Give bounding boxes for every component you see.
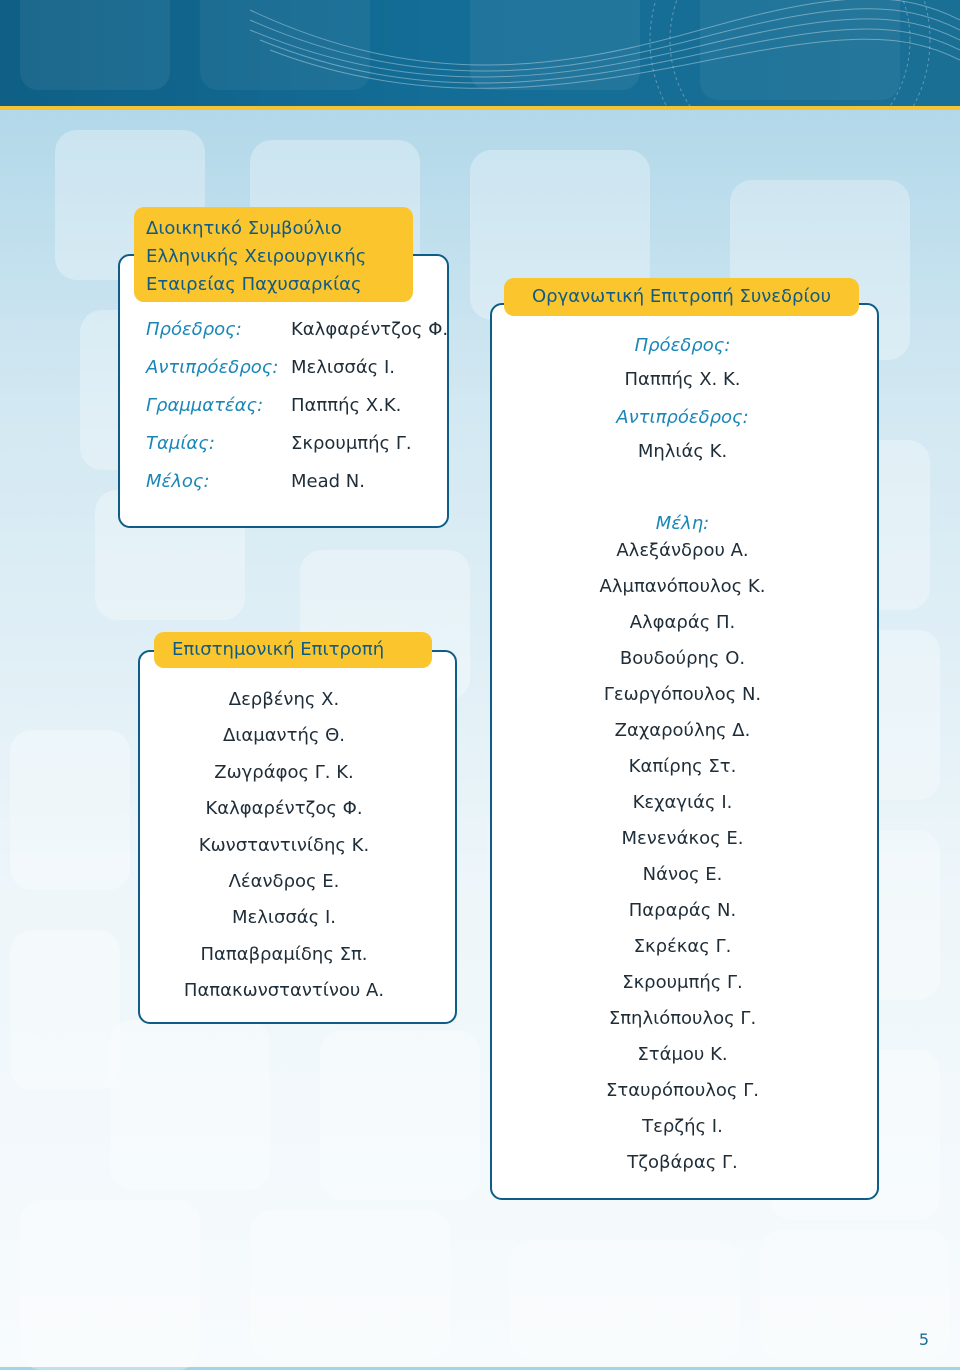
scientific-title: Επιστημονική Επιτροπή	[154, 632, 432, 668]
board-title-line1: Διοικητικό Συμβούλιο	[146, 218, 342, 239]
board-name-president: Καλφαρέντζος Φ.	[291, 319, 449, 340]
list-item: Παραράς Ν.	[628, 900, 737, 921]
board-name-treasurer: Σκρουμπής Γ.	[291, 433, 412, 454]
list-item: Βουδούρης Ο.	[619, 648, 746, 669]
list-item: Δερβένης Χ.	[228, 689, 340, 710]
list-item: Μελισσάς Ι.	[231, 907, 336, 929]
scientific-member-list	[138, 690, 430, 1018]
list-item: Καπίρης Στ.	[628, 756, 737, 777]
list-item: Αλεξάνδρου Α.	[616, 540, 749, 561]
list-item: Στάμου Κ.	[637, 1044, 728, 1065]
list-item: Τερζής Ι.	[642, 1116, 723, 1137]
board-name-vice: Μελισσάς Ι.	[291, 357, 396, 378]
list-item: Σπηλιόπουλος Γ.	[608, 1008, 757, 1029]
board-name-member: Mead N.	[291, 471, 365, 492]
list-item: Σκρουμπής Γ.	[622, 972, 743, 993]
list-item: Νάνος Ε.	[642, 864, 723, 885]
board-role-president: Πρόεδρος:	[146, 319, 242, 340]
page-number: 5	[918, 1330, 930, 1349]
header-band	[0, 0, 960, 106]
list-item: Ζωγράφος Γ. Κ.	[214, 761, 354, 783]
organizing-vice-label: Αντιπρόεδρος:	[616, 407, 749, 428]
list-item: Τζοβάρας Γ.	[627, 1152, 738, 1173]
board-role-member: Μέλος:	[146, 471, 210, 492]
list-item: Γεωργόπουλος Ν.	[603, 684, 762, 705]
list-item: Σκρέκας Γ.	[633, 936, 732, 957]
board-title-line3: Εταιρείας Παχυσαρκίας	[146, 274, 362, 295]
organizing-title: Οργανωτική Επιτροπή Συνεδρίου	[504, 278, 859, 316]
board-title-line2: Ελληνικής Χειρουργικής	[146, 246, 367, 267]
board-role-vice: Αντιπρόεδρος:	[146, 357, 279, 378]
board-title	[134, 207, 413, 302]
list-item: Παπαβραμίδης Σπ.	[200, 943, 368, 965]
list-item: Κωνσταντινίδης Κ.	[198, 834, 370, 856]
board-name-secretary: Παππής Χ.Κ.	[291, 395, 402, 416]
list-item: Καλφαρέντζος Φ.	[205, 798, 363, 820]
list-item: Σταυρόπουλος Γ.	[606, 1080, 759, 1101]
list-item: Μενενάκος Ε.	[621, 828, 744, 849]
organizing-members-label: Μέλη:	[655, 513, 710, 534]
list-item: Κεχαγιάς Ι.	[632, 792, 733, 813]
list-item: Λέανδρος Ε.	[228, 870, 340, 892]
list-item: Ζαχαρούλης Δ.	[614, 720, 751, 741]
organizing-vice-name: Μηλιάς Κ.	[637, 441, 728, 462]
header-wave-decoration	[0, 0, 960, 106]
list-item: Παπακωνσταντίνου Α.	[183, 980, 385, 1002]
board-role-treasurer: Ταμίας:	[146, 433, 215, 454]
list-item: Διαμαντής Θ.	[222, 725, 346, 747]
list-item: Αλμπανόπουλος Κ.	[599, 576, 766, 597]
organizing-president-name: Παππής Χ. Κ.	[624, 369, 741, 390]
organizing-officers	[490, 335, 875, 463]
organizing-member-list	[490, 540, 875, 1188]
board-role-secretary: Γραμματέας:	[146, 395, 264, 416]
list-item: Αλφαράς Π.	[629, 612, 736, 633]
organizing-president-label: Πρόεδρος:	[634, 335, 731, 356]
